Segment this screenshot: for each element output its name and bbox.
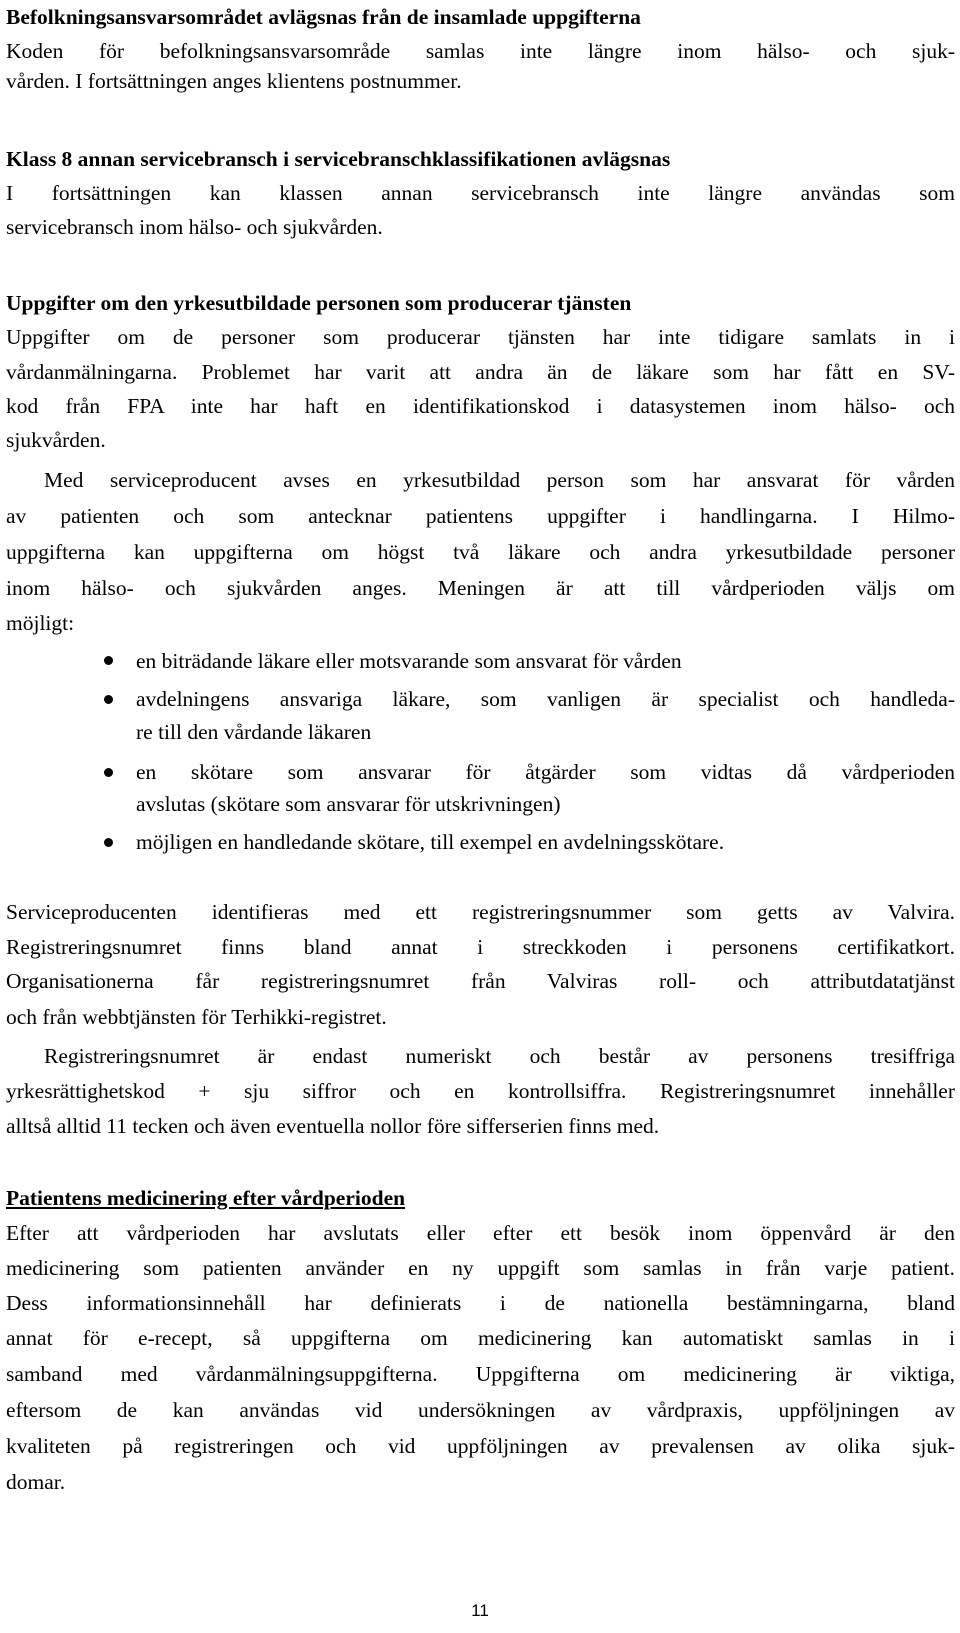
paragraph-line: yrkesrättighetskod + sju siffror och en kontrollsiffra. Registreringsnumret innehåller [6,1079,955,1103]
paragraph-line: vården. I fortsättningen anges klientens postnummer. [6,69,462,93]
page-number: 11 [471,1601,489,1620]
paragraph-line: I fortsättningen kan klassen annan servicebransch inte längre användas som [6,181,955,205]
paragraph-line: kvaliteten på registreringen och vid uppföljningen av prevalensen av olika sjuk- [6,1434,955,1458]
list-item: en biträdande läkare eller motsvarande som ansvarat för vården [136,649,682,673]
paragraph-line: Serviceproducenten identifieras med ett registreringsnummer som getts av Valvira. [6,900,955,924]
paragraph-line: servicebransch inom hälso- och sjukvården. [6,215,383,239]
heading-yrkesutbildade-personen: Uppgifter om den yrkesutbildade personen som producerar tjänsten [6,291,632,315]
paragraph-line: Uppgifter om de personer som producerar tjänsten har inte tidigare samlats in i [6,325,955,349]
paragraph-line: Organisationerna får registreringsnumret från Valviras roll- och attributdatatjänst [6,969,955,993]
bullet-icon [104,838,113,847]
paragraph-line: kod från FPA inte har haft en identifikationskod i datasystemen inom hälso- och [6,394,955,418]
paragraph-line: alltså alltid 11 tecken och även eventuella nollor före sifferserien finns med. [6,1114,660,1138]
paragraph-line: medicinering som patienten använder en ny uppgift som samlas in från varje patient. [6,1256,955,1280]
list-item: avdelningens ansvariga läkare, som vanligen är specialist och handleda- [136,687,955,711]
paragraph-line: eftersom de kan användas vid undersökningen av vårdpraxis, uppföljningen av [6,1398,955,1422]
paragraph-line: och från webbtjänsten för Terhikki-registret. [6,1005,387,1029]
heading-klass-8: Klass 8 annan servicebransch i servicebranschklassifikationen avlägsnas [6,147,671,171]
paragraph-line: av patienten och som antecknar patientens uppgifter i handlingarna. I Hilmo- [6,504,955,528]
paragraph-line: Koden för befolkningsansvarsområde samlas inte längre inom hälso- och sjuk- [6,39,955,63]
paragraph-line: vårdanmälningarna. Problemet har varit att andra än de läkare som har fått en SV- [6,360,955,384]
list-item-continuation: avslutas (skötare som ansvarar för utskrivningen) [136,792,561,816]
paragraph-line: uppgifterna kan uppgifterna om högst två läkare och andra yrkesutbildade personer [6,540,955,564]
paragraph-line: Registreringsnumret är endast numeriskt och består av personens tresiffriga [44,1044,955,1068]
heading-patientens-medicinering: Patientens medicinering efter vårdperioden [6,1186,406,1210]
paragraph-line: Dess informationsinnehåll har definierats i de nationella bestämningarna, bland [6,1291,955,1315]
paragraph-line: inom hälso- och sjukvården anges. Meningen är att till vårdperioden väljs om [6,576,955,600]
paragraph-line: Efter att vårdperioden har avslutats eller efter ett besök inom öppenvård är den [6,1221,955,1245]
list-item-continuation: re till den vårdande läkaren [136,720,372,744]
paragraph-line: Med serviceproducent avses en yrkesutbildad person som har ansvarat för vården [44,468,955,492]
list-item: en skötare som ansvarar för åtgärder som vidtas då vårdperioden [136,760,955,784]
paragraph-line: sjukvården. [6,428,106,452]
list-item: möjligen en handledande skötare, till exempel en avdelningsskötare. [136,830,725,854]
heading-befolkningsansvarsomrade: Befolkningsansvarsområdet avlägsnas från de insamlade uppgifterna [6,5,641,29]
bullet-icon [104,656,113,665]
paragraph-line: möjligt: [6,611,75,635]
paragraph-line: Registreringsnumret finns bland annat i streckkoden i personens certifikatkort. [6,935,955,959]
paragraph-line: annat för e-recept, så uppgifterna om medicinering kan automatiskt samlas in i [6,1326,955,1350]
bullet-icon [104,768,113,777]
bullet-icon [104,695,113,704]
paragraph-line: domar. [6,1470,66,1494]
paragraph-line: samband med vårdanmälningsuppgifterna. Uppgifterna om medicinering är viktiga, [6,1362,955,1386]
